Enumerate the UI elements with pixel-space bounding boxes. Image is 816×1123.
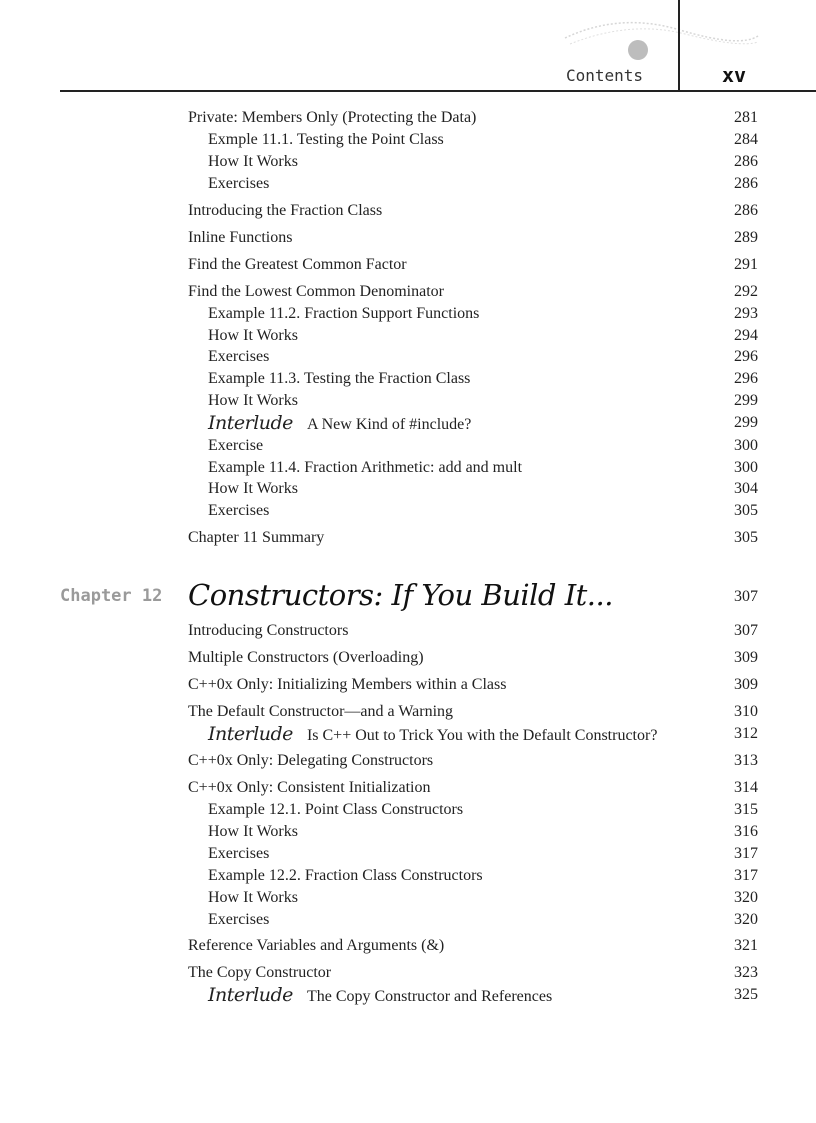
toc-entry-page: 300 (734, 459, 758, 476)
toc-subentry (208, 130, 758, 150)
toc-subentry (208, 479, 758, 499)
toc-entry-title: How It Works (208, 392, 298, 409)
toc-entry-page: 310 (734, 703, 758, 720)
toc-entry-page: 299 (734, 392, 758, 409)
toc-subentry (208, 458, 758, 478)
toc-entry-title: Multiple Constructors (Overloading) (188, 649, 424, 666)
toc-entry-page: 292 (734, 283, 758, 300)
toc-entry-title: Example 12.1. Point Class Constructors (208, 801, 464, 818)
toc-entry-page: 320 (734, 889, 758, 906)
toc-entry-title: How It Works (208, 823, 298, 840)
toc-entry-title: How It Works (208, 153, 298, 170)
toc-entry-title: Example 11.4. Fraction Arithmetic: add and mult (208, 459, 523, 476)
toc-entry-page: 317 (734, 867, 758, 884)
toc-entry-page: 289 (734, 229, 758, 246)
toc-entry-title: Exercises (208, 911, 270, 928)
running-header-label: Contents (566, 66, 644, 85)
toc-interlude-entry (208, 413, 758, 433)
toc-entry-title: C++0x Only: Delegating Constructors (188, 752, 434, 769)
toc-subentry (208, 866, 758, 886)
toc-entry-page: 309 (734, 676, 758, 693)
toc-subentry (208, 347, 758, 367)
toc-subentry (208, 174, 758, 194)
toc-entry (188, 751, 758, 771)
toc-entry-page: 294 (734, 327, 758, 344)
toc-entry-title: How It Works (208, 480, 298, 497)
toc-entry-page: 323 (734, 964, 758, 981)
toc-entry-title: The Copy Constructor (188, 964, 332, 981)
toc-entry (188, 282, 758, 302)
toc-entry (188, 675, 758, 695)
toc-entry-page: 309 (734, 649, 758, 666)
toc-entry-title: A New Kind of #include? (306, 416, 472, 433)
toc-subentry (208, 436, 758, 456)
toc-entry (188, 255, 758, 275)
toc-entry-title: C++0x Only: Initializing Members within a Class (188, 676, 507, 693)
toc-interlude-entry (208, 985, 758, 1005)
toc-entry (188, 228, 758, 248)
toc-entry-title: How It Works (208, 889, 298, 906)
toc-subentry (208, 304, 758, 324)
toc-entry-page: 299 (734, 414, 758, 431)
header-rule (60, 90, 816, 92)
toc-entry (188, 528, 758, 548)
header-ornament (560, 18, 760, 68)
toc-entry-page: 305 (734, 502, 758, 519)
toc-entry-title: Private: Members Only (Protecting the Data) (188, 109, 477, 126)
toc-subentry (208, 391, 758, 411)
toc-entry (188, 963, 758, 983)
toc-entry-title: How It Works (208, 327, 298, 344)
toc-entry-title: Exmple 11.1. Testing the Point Class (208, 131, 444, 148)
toc-entry (188, 702, 758, 722)
toc-entry-title: Introducing Constructors (188, 622, 349, 639)
toc-entry-page: 296 (734, 370, 758, 387)
toc-entry-page: 304 (734, 480, 758, 497)
toc-entry-title: The Copy Constructor and References (306, 988, 553, 1005)
toc-entry (188, 108, 758, 128)
toc-entry-page: 300 (734, 437, 758, 454)
toc-entry-page: 293 (734, 305, 758, 322)
toc-entry-title: Exercises (208, 175, 270, 192)
toc-entry-title: Chapter 11 Summary (188, 529, 325, 546)
toc-subentry (208, 326, 758, 346)
toc-subentry (208, 152, 758, 172)
interlude-label: Interlude (208, 723, 293, 745)
toc-entry-page: 315 (734, 801, 758, 818)
toc-entry-title: Example 11.3. Testing the Fraction Class (208, 370, 471, 387)
toc-entry-title: Example 11.2. Fraction Support Functions (208, 305, 480, 322)
toc-entry-title: Exercise (208, 437, 264, 454)
header-vertical-rule (678, 0, 680, 91)
toc-entry-title: Exercises (208, 502, 270, 519)
toc-entry-title: Find the Greatest Common Factor (188, 256, 407, 273)
toc-entry-page: 291 (734, 256, 758, 273)
toc-subentry (208, 910, 758, 930)
toc-entry (188, 201, 758, 221)
page-number: xv (722, 63, 747, 87)
toc-entry (188, 778, 758, 798)
toc-entry-title: Exercises (208, 348, 270, 365)
toc-entry (188, 936, 758, 956)
toc-entry-title: Reference Variables and Arguments (&) (188, 937, 445, 954)
toc-entry (188, 648, 758, 668)
toc-subentry (208, 888, 758, 908)
toc-entry-page: 325 (734, 986, 758, 1003)
toc-entry-page: 314 (734, 779, 758, 796)
interlude-label: Interlude (208, 412, 293, 434)
toc-entry-page: 305 (734, 529, 758, 546)
toc-entry-page: 321 (734, 937, 758, 954)
toc-entry-page: 320 (734, 911, 758, 928)
toc-entry-page: 317 (734, 845, 758, 862)
toc-entry-title: Exercises (208, 845, 270, 862)
interlude-label: Interlude (208, 984, 293, 1006)
toc-entry-title: C++0x Only: Consistent Initialization (188, 779, 431, 796)
toc-entry-page: 312 (734, 725, 758, 742)
chapter-title: Constructors: If You Build It... (188, 578, 613, 612)
chapter-page: 307 (734, 588, 758, 605)
toc-entry-title: Introducing the Fraction Class (188, 202, 383, 219)
toc-entry-title: Example 12.2. Fraction Class Constructors (208, 867, 483, 884)
toc-entry-page: 296 (734, 348, 758, 365)
toc-entry-title: The Default Constructor—and a Warning (188, 703, 454, 720)
toc-entry (188, 621, 758, 641)
toc-entry-page: 281 (734, 109, 758, 126)
toc-subentry (208, 844, 758, 864)
toc-subentry (208, 822, 758, 842)
toc-subentry (208, 800, 758, 820)
toc-entry-page: 284 (734, 131, 758, 148)
toc-entry-page: 286 (734, 202, 758, 219)
toc-entry-title: Find the Lowest Common Denominator (188, 283, 444, 300)
toc-entry-page: 286 (734, 175, 758, 192)
chapter-label: Chapter 12 (60, 586, 163, 606)
toc-entry-page: 313 (734, 752, 758, 769)
toc-entry-title: Inline Functions (188, 229, 293, 246)
toc-entry-title: Is C++ Out to Trick You with the Default Constructor? (306, 727, 658, 744)
toc-subentry (208, 501, 758, 521)
toc-entry-page: 286 (734, 153, 758, 170)
toc-subentry (208, 369, 758, 389)
toc-entry-page: 316 (734, 823, 758, 840)
toc-entry-page: 307 (734, 622, 758, 639)
toc-interlude-entry (208, 724, 758, 744)
